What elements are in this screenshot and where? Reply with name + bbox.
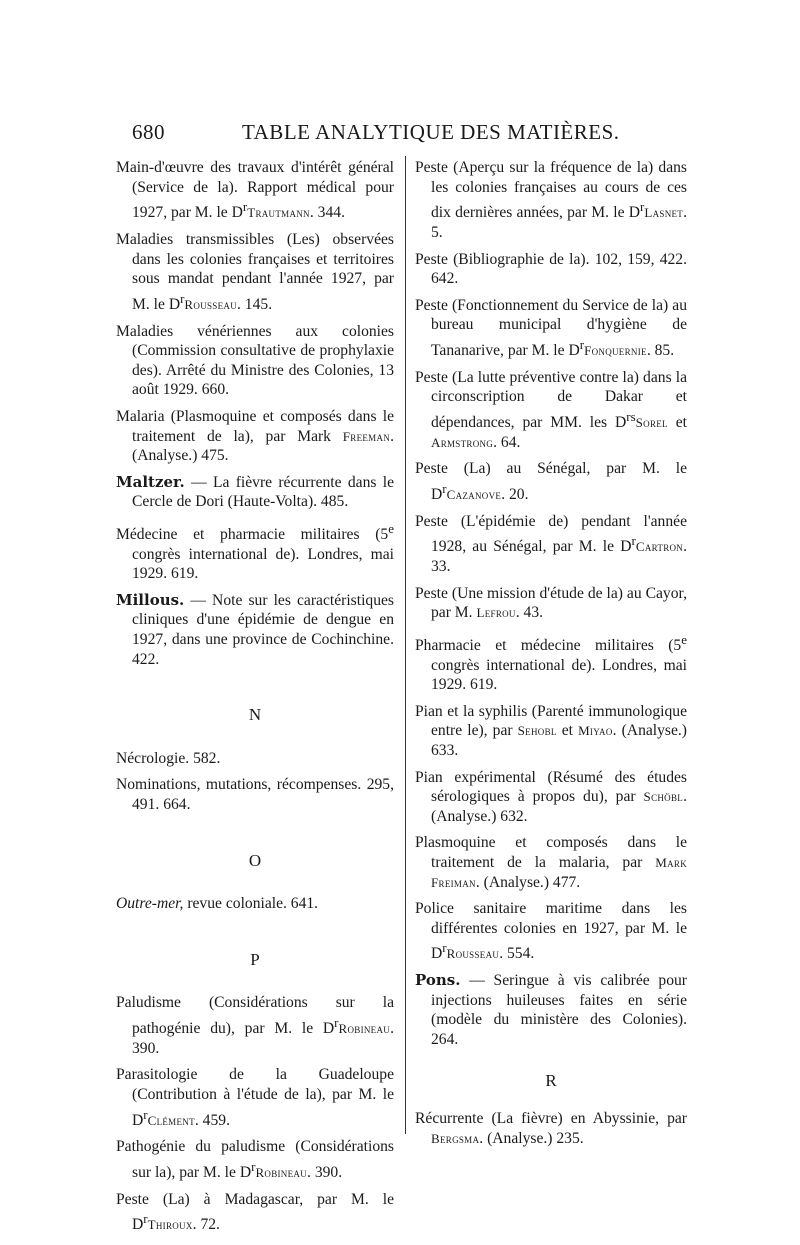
entry-text: Pharmacie et médecine militaires (5 (415, 637, 682, 654)
entry-superscript: r (143, 1211, 148, 1227)
section-p-entries-right (415, 158, 687, 1049)
index-entry (116, 473, 394, 512)
entry-author: Trautmann (247, 205, 310, 221)
entry-text: Paludisme (Considérations sur la pathogénie du), par M. le D (116, 994, 394, 1038)
entry-text: Peste (La) à Madagascar, par M. le D (116, 1190, 394, 1234)
entry-superscript: r (631, 533, 636, 549)
index-entry (415, 368, 687, 453)
entry-tail: . (Analyse.) 477. (475, 873, 581, 891)
index-entry (415, 250, 687, 289)
entry-superscript: r (180, 290, 185, 306)
entry-author-bold: Millous. (116, 590, 185, 609)
entry-superscript: rs (626, 408, 636, 424)
entry-tail: . 64. (493, 433, 521, 451)
index-entry (415, 584, 687, 623)
entry-author: Rousseau (446, 946, 500, 962)
entry-tail: congrès international de). Londres, mai 1929. 619. (431, 656, 687, 694)
entry-author: Freeman (342, 428, 391, 444)
entry-author: Fonquernie (584, 343, 647, 359)
entry-author: Miyao (578, 723, 613, 739)
entry-author: Armstrong (431, 434, 494, 450)
entry-tail: . 5. (431, 204, 687, 241)
index-entry (415, 1109, 687, 1148)
index-entry (415, 899, 687, 964)
entry-tail: . 33. (431, 538, 687, 576)
index-entry (116, 519, 394, 584)
index-entry (415, 296, 687, 361)
index-entry (415, 630, 687, 695)
entry-tail: . (Analyse.) 633. (431, 722, 687, 759)
index-entry (116, 775, 394, 814)
entry-text: Peste (Une mission d'étude de la) au Cayor, par M. (415, 584, 687, 622)
entry-text: Pian et la syphilis (Parenté immunologique entre le), par (415, 702, 687, 740)
section-letter-n: N (248, 705, 262, 725)
section-p-entries-left (116, 993, 394, 1235)
index-entry (116, 993, 394, 1058)
entry-tail: et (667, 414, 687, 432)
entry-text: revue coloniale. 641. (183, 895, 319, 913)
section-m-entries (116, 158, 394, 669)
page-header (132, 120, 692, 148)
entry-tail: . 344. (309, 204, 345, 222)
entry-text: Nécrologie. 582. (116, 749, 221, 767)
entry-superscript: e (681, 631, 687, 647)
entry-tail: . 145. (237, 295, 273, 313)
index-entry (415, 833, 687, 892)
left-column (116, 158, 394, 1242)
entry-text: Maladies transmissibles (Les) observées dans les colonies françaises et territoires sous mandat pendant l'année 1927, par M. le D (116, 230, 394, 313)
entry-text: Maladies vénériennes aux colonies (Commission consultative de prophylaxie des). Arrêté du Ministre des Colonies, 13 août 1929. 660. (116, 322, 394, 399)
entry-tail: congrès international de). Londres, mai 1929. 619. (132, 545, 394, 583)
entry-superscript: r (334, 1014, 339, 1030)
entry-text: Peste (Fonctionnement du Service de la) au bureau municipal d'hygiène de Tananarive, par M. le D (415, 296, 687, 360)
section-letter-r: R (545, 1071, 557, 1091)
index-entry (116, 894, 394, 914)
entry-text: Pathogénie du paludisme (Considérations sur la), par M. le D (116, 1138, 394, 1182)
index-entry (415, 512, 687, 577)
index-entry (116, 158, 394, 223)
entry-tail: . 43. (515, 604, 544, 622)
entry-author: Clément (147, 1112, 195, 1128)
entry-text: Plasmoquine et composés dans le traitement de la malaria, par (415, 834, 687, 871)
entry-text: — Note sur les caractéristiques cliniques d'une épidémie de dengue en 1927, dans une province de Cochinchine. 422. (132, 591, 394, 668)
entry-tail: . 72. (192, 1216, 220, 1234)
entry-author: Bergsma (431, 1130, 480, 1146)
entry-author: Cartron (635, 539, 684, 555)
section-letter-o: O (248, 850, 262, 870)
entry-text: Malaria (Plasmoquine et composés dans le traitement de la), par Mark (116, 407, 394, 445)
entry-tail: . 390. (307, 1164, 343, 1182)
entry-text: Peste (Bibliographie de la). 102, 159, 422. 642. (415, 250, 687, 288)
entry-author: Robineau (338, 1021, 391, 1037)
index-entry (116, 1190, 394, 1235)
entry-author: Lefrou (476, 605, 516, 621)
index-entry (415, 768, 687, 827)
index-entry (116, 1065, 394, 1130)
entry-text: — Seringue à vis calibrée pour injections huileuses faites en série (modèle du ministère des Colonies). 264. (431, 972, 687, 1048)
entry-tail: . 554. (499, 945, 535, 963)
index-entry (116, 322, 394, 400)
index-entry (415, 971, 687, 1049)
entry-text: Peste (L'épidémie de) pendant l'année 1928, au Sénégal, par M. le D (415, 512, 687, 556)
index-entry (415, 702, 687, 761)
section-r-entries (415, 1109, 687, 1148)
entry-text: Parasitologie de la Guadeloupe (Contribution à l'étude de la), par M. le D (116, 1066, 394, 1129)
section-letter-p: P (250, 949, 260, 969)
entry-tail: . 390. (132, 1020, 394, 1057)
entry-text: Récurrente (La fièvre) en Abyssinie, par (415, 1110, 687, 1128)
entry-tail: . (Analyse.) 632. (431, 788, 687, 825)
entry-italic-title: Outre-mer, (116, 895, 184, 913)
entry-text: Main-d'œuvre des travaux d'intérêt général (Service de la). Rapport médical pour 1927, par M. le D (116, 159, 394, 222)
index-entry (116, 749, 394, 769)
entry-superscript: r (442, 480, 447, 496)
index-entry (116, 591, 394, 669)
index-entry (116, 407, 394, 466)
entry-superscript: r (242, 199, 248, 215)
entry-text: Pian expérimental (Résumé des études sérologiques à propos du), par (415, 768, 687, 806)
entry-superscript: r (442, 940, 447, 956)
entry-tail: . 20. (501, 486, 529, 504)
running-title: TABLE ANALYTIQUE DES MATIÈRES. (242, 120, 620, 144)
entry-tail: . (Analyse.) 475. (132, 427, 394, 465)
index-entry (116, 1137, 394, 1182)
index-entry (415, 158, 687, 243)
entry-author: Sehobl (517, 723, 557, 739)
entry-text: Médecine et pharmacie militaires (5 (116, 526, 389, 544)
index-entry (116, 230, 394, 315)
entry-text: Police sanitaire maritime dans les différentes colonies en 1927, par M. le D (415, 900, 687, 963)
entry-author: Schöbl (643, 789, 684, 805)
right-column (415, 158, 687, 1155)
entry-author-bold: Maltzer. (116, 472, 185, 491)
page-number: 680 (132, 120, 165, 144)
index-entry (415, 459, 687, 504)
entry-text: — La fièvre récurrente dans le Cercle de Dori (Haute-Volta). 485. (132, 473, 394, 511)
entry-author: Sorel (635, 415, 668, 431)
entry-superscript: e (388, 520, 394, 536)
entry-author: Mark Freiman (431, 854, 687, 890)
entry-author-bold: Pons. (415, 971, 461, 990)
entry-text: Nominations, mutations, récompenses. 295, 491. 664. (116, 776, 394, 813)
entry-tail: et (556, 722, 579, 740)
entry-tail: . 85. (646, 342, 675, 360)
section-n-entries (116, 749, 394, 815)
entry-author: Rousseau (184, 296, 237, 312)
entry-superscript: r (579, 336, 585, 352)
entry-superscript: r (143, 1106, 148, 1122)
entry-superscript: r (251, 1158, 256, 1174)
entry-tail: . 459. (194, 1111, 230, 1129)
entry-superscript: r (640, 199, 645, 215)
entry-text: Peste (Aperçu sur la fréquence de la) dans les colonies françaises au cours de ces dix dernières années, par M. le D (415, 159, 687, 222)
entry-author: Robineau (255, 1165, 308, 1181)
entry-tail: . (Analyse.) 235. (479, 1129, 584, 1147)
entry-author: Cazanove (446, 487, 502, 503)
section-o-entries (116, 894, 394, 914)
column-divider (405, 156, 406, 1134)
entry-author: Lasnet (644, 205, 684, 221)
entry-author: Thiroux (147, 1217, 193, 1233)
entry-text: Peste (La lutte préventive contre la) dans la circonscription de Dakar et dépendances, par MM. les D (415, 368, 687, 432)
entry-text: Peste (La) au Sénégal, par M. le D (415, 460, 687, 504)
